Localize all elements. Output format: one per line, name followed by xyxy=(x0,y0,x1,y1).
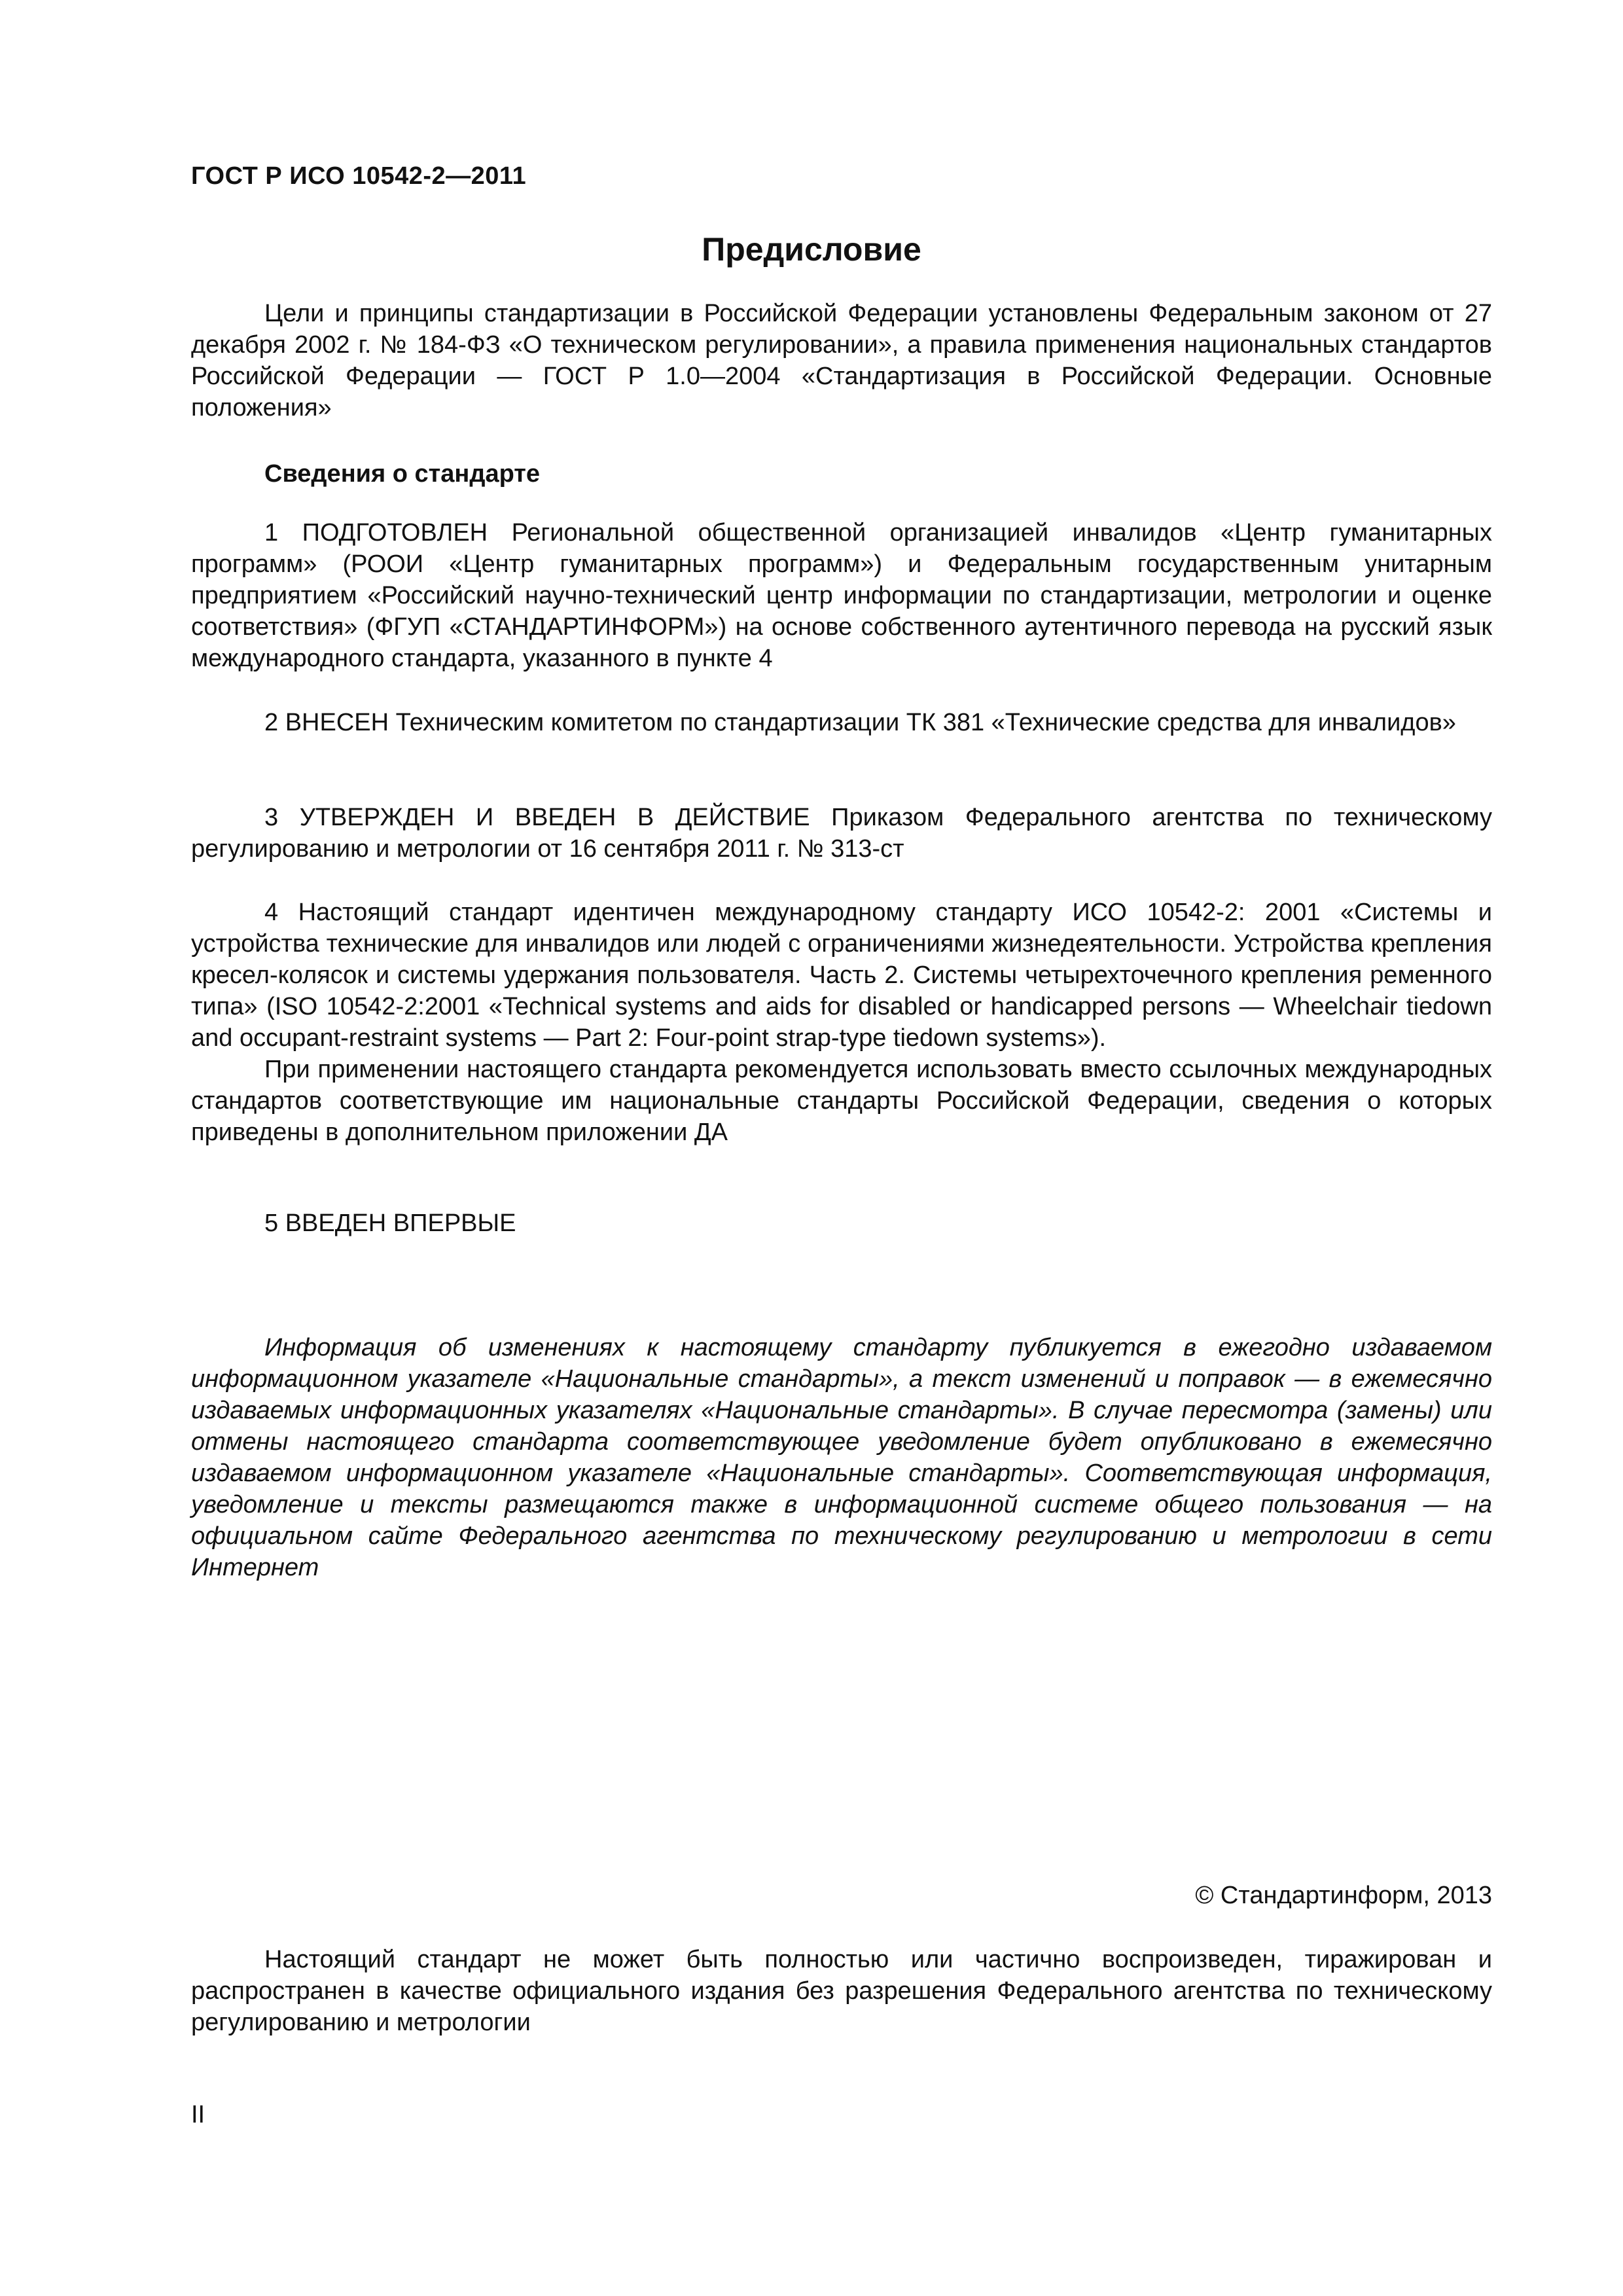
item-1: 1 ПОДГОТОВЛЕН Региональной общественной организацией инвалидов «Центр гуманитарных программ» (РООИ «Центр гуманитарных программ») и Федеральным государственным унитарным предприятием «Российский научно-технический центр информации по стандартизации, метрологии и оценке соответствия» (ФГУП «СТАНДАРТИНФОРМ») на основе собственного аутентичного перевода на русский язык международного стандарта, указанного в пункте 4 xyxy=(191,519,1492,672)
page-title: Предисловие xyxy=(702,231,921,268)
page-number: II xyxy=(191,2101,205,2128)
standard-id: ГОСТ Р ИСО 10542-2—2011 xyxy=(191,162,527,190)
reproduction-note-block xyxy=(191,1944,1492,2038)
item-5: 5 ВВЕДЕН ВПЕРВЫЕ xyxy=(264,1210,516,1237)
item-4-block xyxy=(191,897,1492,1148)
copyright: © Стандартинформ, 2013 xyxy=(1195,1882,1492,1909)
changes-info: Информация об изменениях к настоящему стандарту публикуется в ежегодно издаваемом информационном указателе «Национальные стандарты», а текст изменений и поправок — в ежемесячно издаваемых информационных указателях «Национальные стандарты». В случае пересмотра (замены) или отмены настоящего стандарта соответствующее уведомление будет опубликовано в ежемесячно издаваемом информационном указателе «Национальные стандарты». Соответствующая информация, уведомление и тексты размещаются также в информационной системе общего пользования — на официальном сайте Федерального агентства по техническому регулированию и метрологии в сети Интернет xyxy=(191,1334,1492,1581)
item-3: 3 УТВЕРЖДЕН И ВВЕДЕН В ДЕЙСТВИЕ Приказом Федерального агентства по техническому регулированию и метрологии от 16 сентября 2011 г. № 313-ст xyxy=(191,804,1492,863)
item-5-block xyxy=(191,1208,1492,1239)
item-4-extra: При применении настоящего стандарта рекомендуется использовать вместо ссылочных международных стандартов соответствующие им национальные стандарты Российской Федерации, сведения о которых приведены в дополнительном приложении ДА xyxy=(191,1056,1492,1146)
reproduction-note: Настоящий стандарт не может быть полностью или частично воспроизведен, тиражирован и распространен в качестве официального издания без разрешения Федерального агентства по техническому регулированию и метрологии xyxy=(191,1946,1492,2036)
info-heading: Сведения о стандарте xyxy=(264,460,541,488)
item-2-block xyxy=(191,707,1492,738)
changes-info-block xyxy=(191,1332,1492,1583)
item-3-block xyxy=(191,802,1492,865)
item-2: 2 ВНЕСЕН Техническим комитетом по стандартизации ТК 381 «Технические средства для инвалидов» xyxy=(264,709,1456,736)
intro-paragraph: Цели и принципы стандартизации в Российской Федерации установлены Федеральным законом от 27 декабря 2002 г. № 184-ФЗ «О техническом регулировании», а правила применения национальных стандартов Российской Федерации — ГОСТ Р 1.0—2004 «Стандартизация в Российской Федерации. Основные положения» xyxy=(191,300,1492,422)
item-1-block xyxy=(191,517,1492,674)
info-heading-block xyxy=(191,458,1492,490)
item-4: 4 Настоящий стандарт идентичен международному стандарту ИСО 10542-2: 2001 «Системы и устройства технические для инвалидов или людей с ограничениями жизнедеятельности. Устройства крепления кресел-колясок и системы удержания пользователя. Часть 2. Системы четырехточечного крепления ременного типа» (ISO 10542-2:2001 «Technical systems and aids for disabled or handicapped persons — Wheelchair tiedown and occupant-restraint systems — Part 2: Four-point strap-type tiedown systems»). xyxy=(191,899,1492,1052)
intro-block xyxy=(191,298,1492,423)
